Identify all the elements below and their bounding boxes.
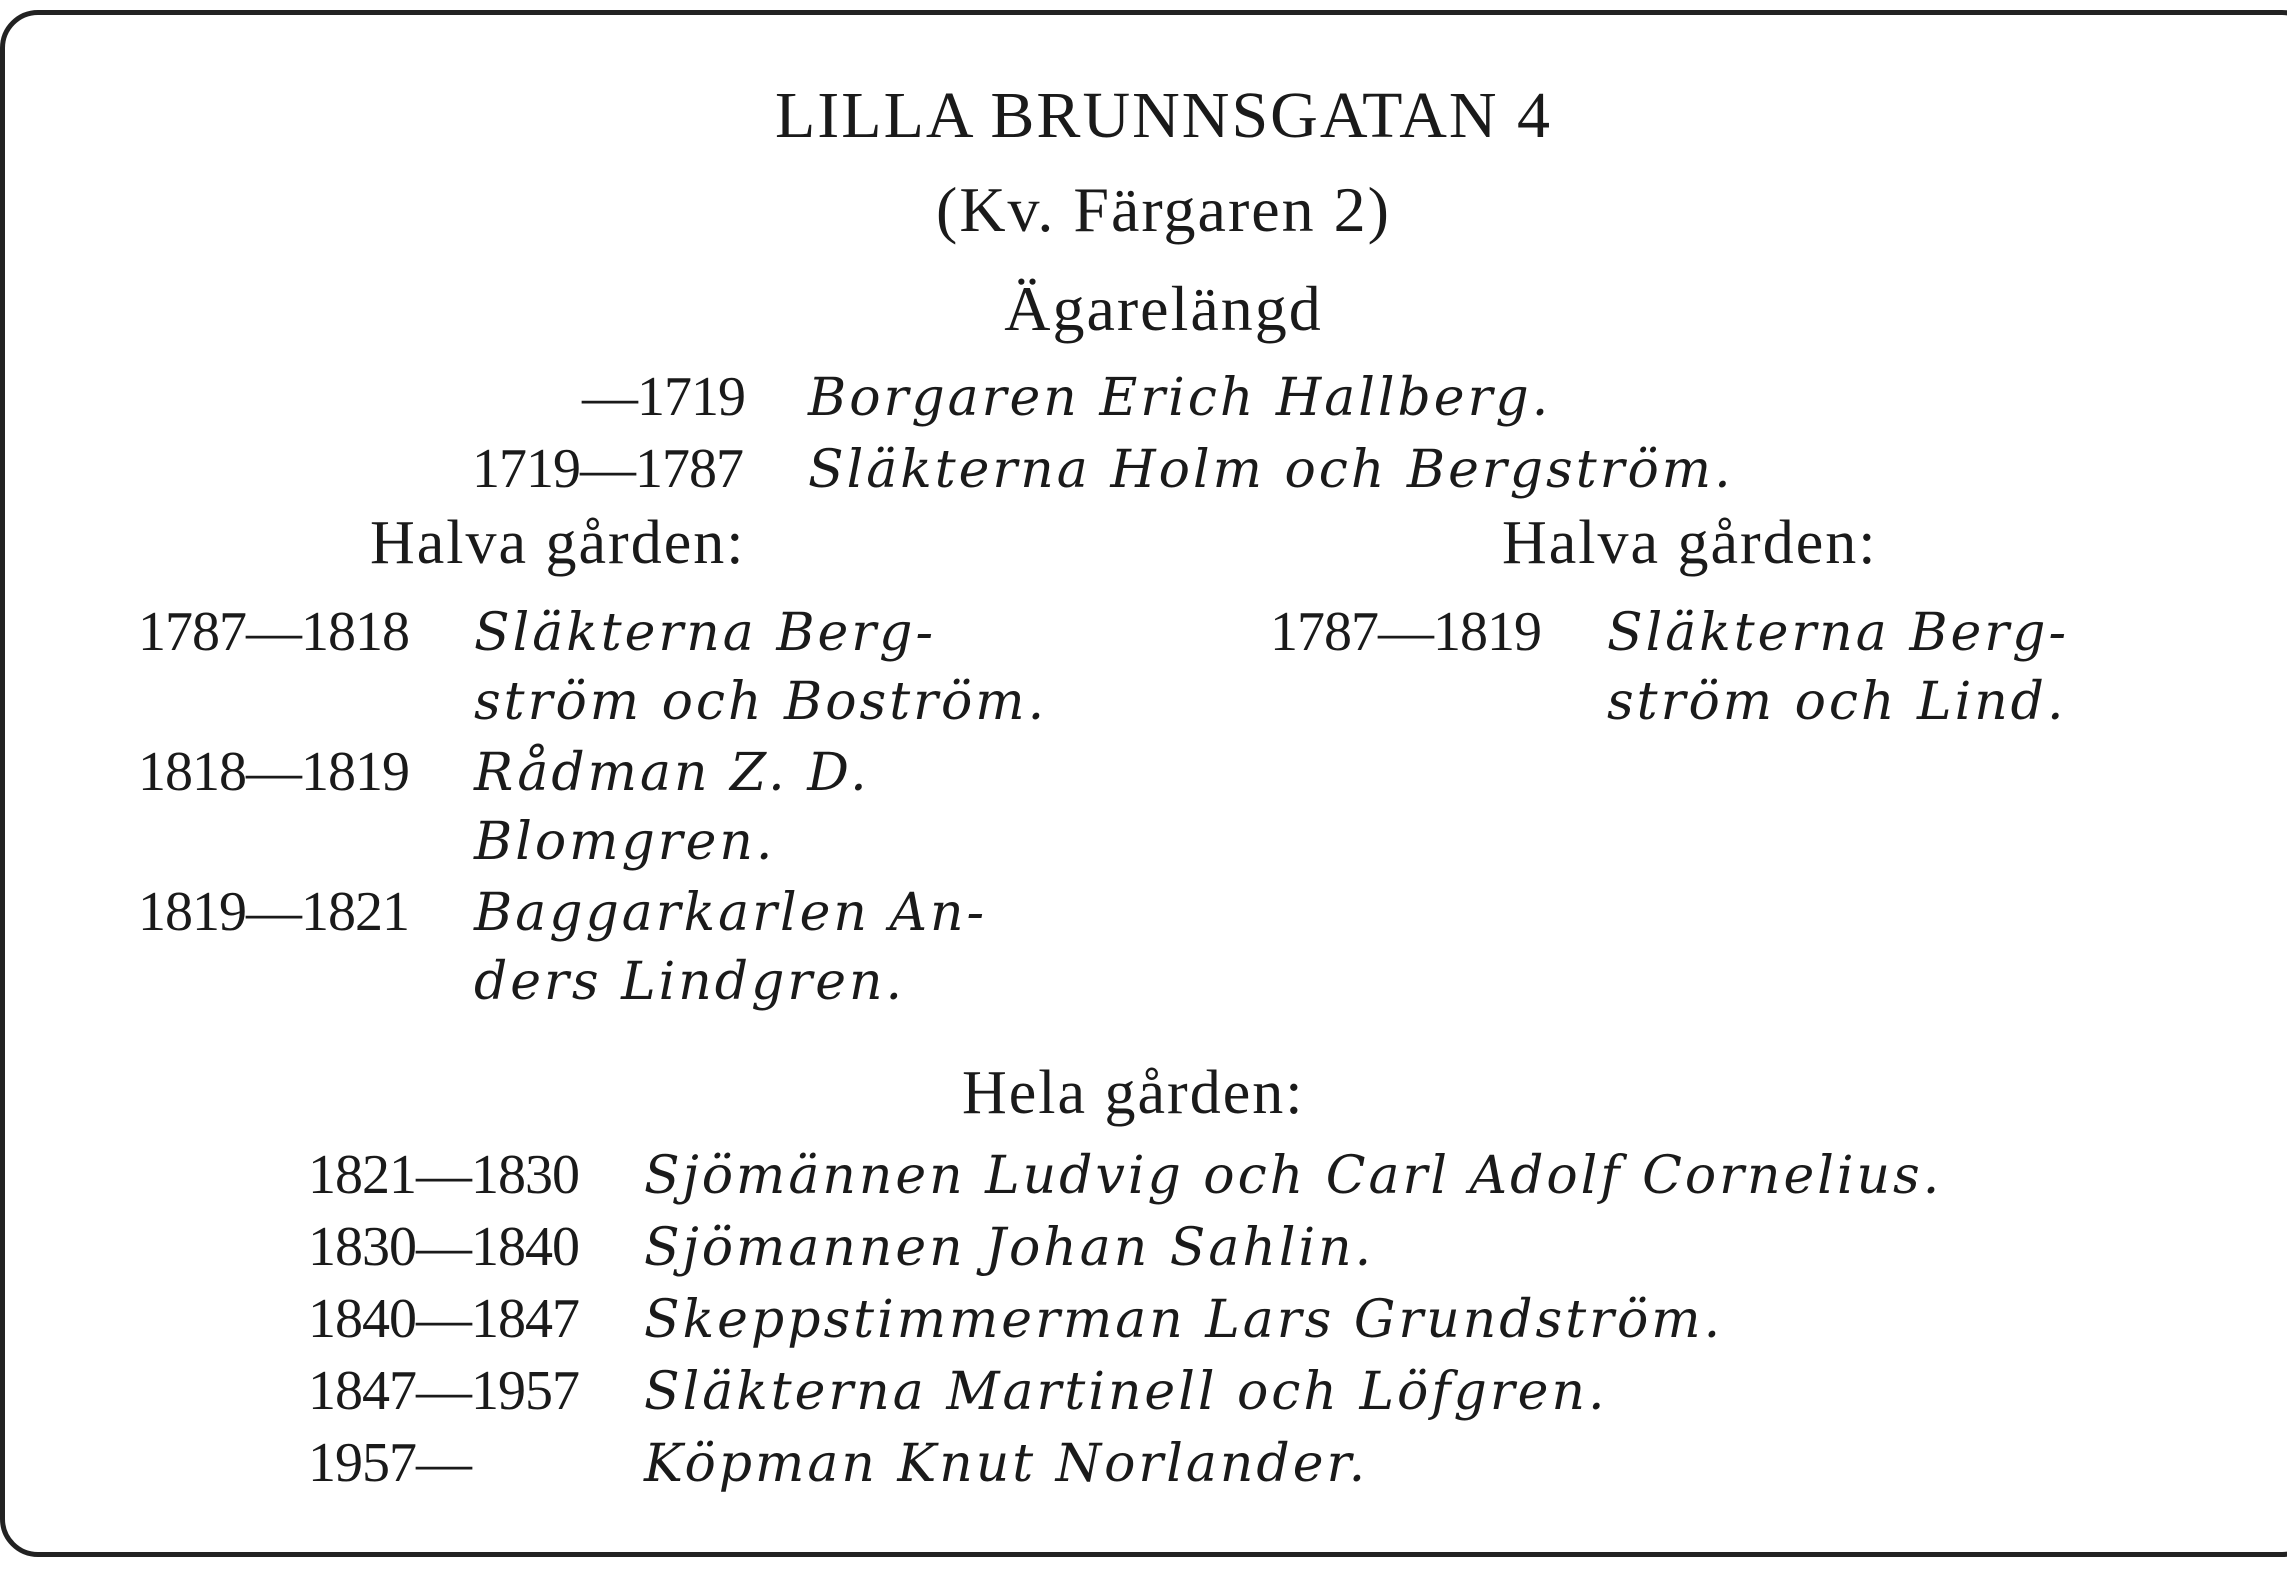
early-owner-1: Borgaren Erich Hallberg. xyxy=(808,368,1552,428)
left-owner-3a: Baggarkarlen An- xyxy=(474,883,988,943)
left-years-2: 1818—1819 xyxy=(138,741,409,803)
whole-owner-2: Sjömannen Johan Sahlin. xyxy=(644,1218,1375,1278)
left-owner-2b: Blomgren. xyxy=(474,812,776,872)
left-owner-2a: Rådman Z. D. xyxy=(474,743,870,803)
early-years-2: 1719—1787 xyxy=(472,438,743,500)
right-half-heading: Halva gården: xyxy=(1502,509,1878,577)
left-years-3: 1819—1821 xyxy=(138,881,409,943)
whole-owner-1: Sjömännen Ludvig och Carl Adolf Cornelius. xyxy=(644,1146,1943,1206)
left-owner-1b: ström och Boström. xyxy=(474,672,1048,732)
right-owner-1a: Släkterna Berg- xyxy=(1607,603,2070,663)
whole-heading: Hela gården: xyxy=(962,1059,1305,1127)
whole-owner-3: Skeppstimmerman Lars Grundström. xyxy=(644,1290,1724,1350)
whole-years-4: 1847—1957 xyxy=(308,1360,579,1422)
left-half-heading: Halva gården: xyxy=(370,509,746,577)
left-owner-3b: ders Lindgren. xyxy=(474,952,906,1012)
whole-years-2: 1830—1840 xyxy=(308,1216,579,1278)
whole-years-1: 1821—1830 xyxy=(308,1144,579,1206)
early-years-1: —1719 xyxy=(582,366,745,428)
section-heading: Ägarelängd xyxy=(1004,273,1323,344)
early-owner-2: Släkterna Holm och Bergström. xyxy=(808,440,1734,500)
whole-owner-5: Köpman Knut Norlander. xyxy=(644,1434,1369,1494)
whole-years-3: 1840—1847 xyxy=(308,1288,579,1350)
right-years-1: 1787—1819 xyxy=(1270,601,1541,663)
block-subtitle: (Kv. Färgaren 2) xyxy=(936,174,1391,245)
street-title: LILLA BRUNNSGATAN 4 xyxy=(774,79,1553,152)
right-owner-1b: ström och Lind. xyxy=(1607,672,2067,732)
whole-years-5: 1957— xyxy=(308,1432,471,1494)
left-owner-1a: Släkterna Berg- xyxy=(474,603,937,663)
whole-owner-4: Släkterna Martinell och Löfgren. xyxy=(644,1362,1608,1422)
left-years-1: 1787—1818 xyxy=(138,601,409,663)
